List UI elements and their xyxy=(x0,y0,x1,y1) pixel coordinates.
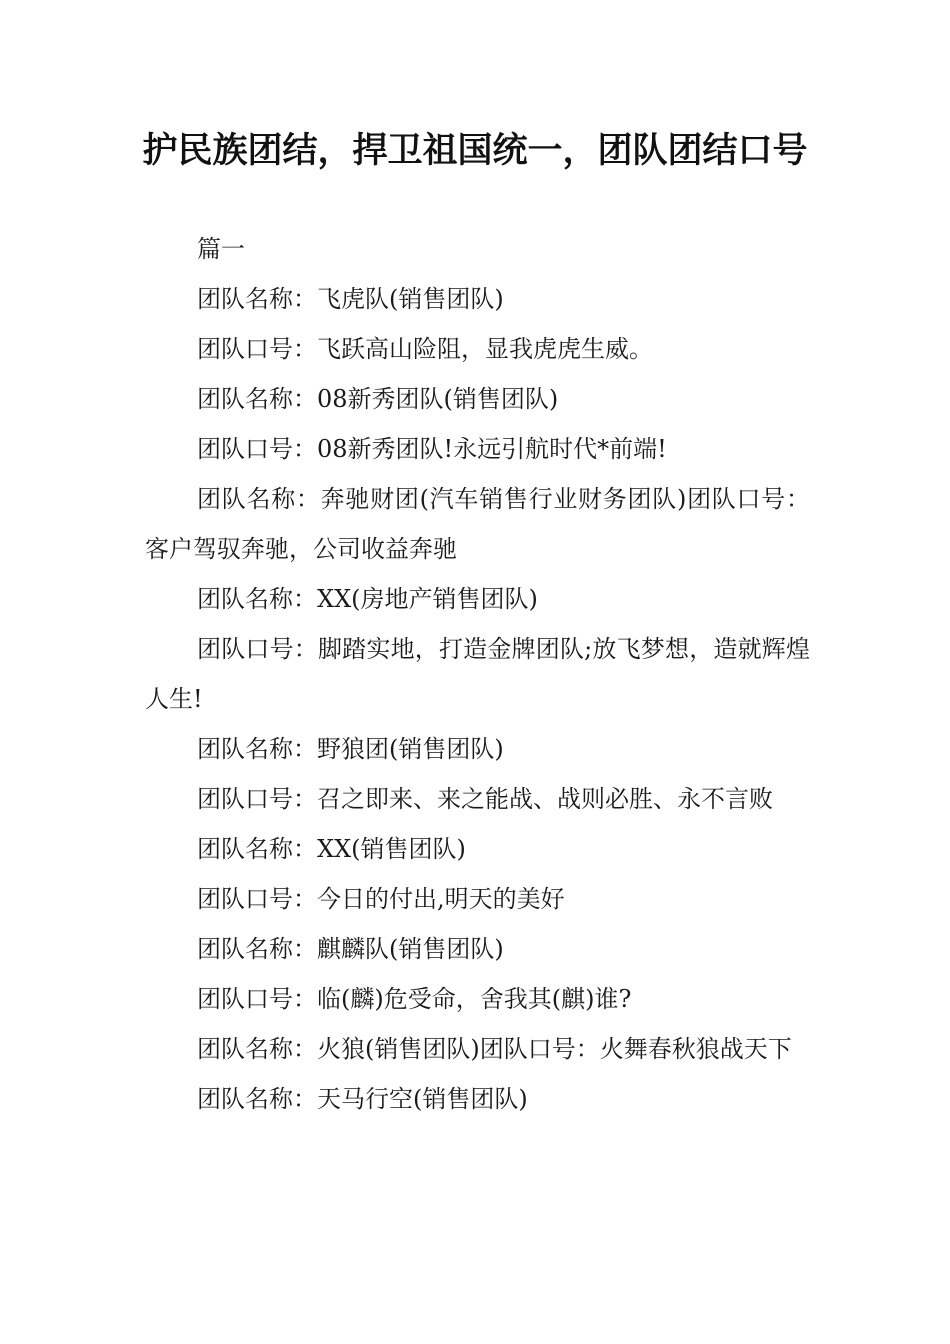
paragraph-team-name: 团队名称：野狼团(销售团队) xyxy=(197,735,504,763)
paragraph-team-slogan: 团队口号：飞跃高山险阻，显我虎虎生威。 xyxy=(197,335,653,363)
document-body xyxy=(145,224,810,1124)
paragraph-team-slogan: 团队口号：08新秀团队!永远引航时代*前端! xyxy=(197,435,667,463)
paragraph-team-name: 团队名称：飞虎队(销售团队) xyxy=(197,285,504,313)
paragraph-team-name-and-slogan: 团队名称：奔驰财团(汽车销售行业财务团队)团队口号：客户驾驭奔驰，公司收益奔驰 xyxy=(145,485,810,563)
paragraph-team-name-and-slogan: 团队名称：火狼(销售团队)团队口号：火舞春秋狼战天下 xyxy=(197,1035,792,1063)
paragraph-team-slogan: 团队口号：脚踏实地，打造金牌团队;放飞梦想，造就辉煌人生! xyxy=(145,635,810,713)
paragraph-section-label: 篇一 xyxy=(197,235,245,263)
paragraph-team-name: 团队名称：天马行空(销售团队) xyxy=(197,1085,528,1113)
paragraph-team-slogan: 团队口号：召之即来、来之能战、战则必胜、永不言败 xyxy=(197,785,773,813)
paragraph-team-name: 团队名称：麒麟队(销售团队) xyxy=(197,935,504,963)
paragraph-team-name: 团队名称：XX(房地产销售团队) xyxy=(197,585,538,613)
paragraph-team-slogan: 团队口号：今日的付出,明天的美好 xyxy=(197,885,565,913)
paragraph-team-slogan: 团队口号：临(麟)危受命，舍我其(麒)谁? xyxy=(197,985,632,1013)
paragraph-team-name: 团队名称：08新秀团队(销售团队) xyxy=(197,385,559,413)
document-title: 护民族团结，捍卫祖国统一，团队团结口号 xyxy=(142,131,808,171)
paragraph-team-name: 团队名称：XX(销售团队) xyxy=(197,835,466,863)
